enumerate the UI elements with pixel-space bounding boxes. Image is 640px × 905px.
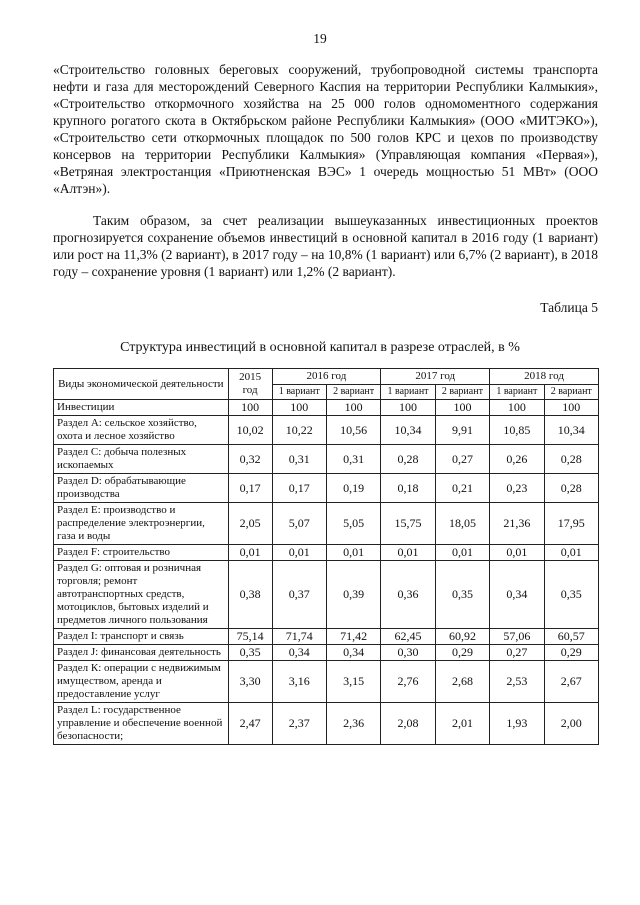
row-value: 0,01 xyxy=(272,545,326,561)
table-row xyxy=(54,629,599,645)
row-value: 0,34 xyxy=(272,645,326,661)
row-value: 0,01 xyxy=(228,545,272,561)
row-value: 2,01 xyxy=(435,703,489,745)
row-value: 2,68 xyxy=(435,661,489,703)
row-value: 5,05 xyxy=(326,503,380,545)
row-value: 0,35 xyxy=(544,561,598,629)
row-value: 2,53 xyxy=(490,661,544,703)
row-value: 0,27 xyxy=(435,445,489,474)
header-variant-2: 2 вариант xyxy=(435,385,489,400)
row-value: 0,28 xyxy=(544,474,598,503)
row-label: Раздел С: добыча полезных ископаемых xyxy=(54,445,229,474)
row-value: 0,31 xyxy=(272,445,326,474)
row-value: 0,26 xyxy=(490,445,544,474)
row-value: 0,28 xyxy=(381,445,435,474)
row-value: 0,01 xyxy=(326,545,380,561)
row-value: 2,67 xyxy=(544,661,598,703)
row-value: 71,42 xyxy=(326,629,380,645)
row-value: 0,38 xyxy=(228,561,272,629)
row-value: 2,08 xyxy=(381,703,435,745)
row-value: 100 xyxy=(381,400,435,416)
table-row xyxy=(54,545,599,561)
row-value: 9,91 xyxy=(435,416,489,445)
row-value: 60,57 xyxy=(544,629,598,645)
table-row xyxy=(54,474,599,503)
row-value: 60,92 xyxy=(435,629,489,645)
row-value: 0,18 xyxy=(381,474,435,503)
row-value: 18,05 xyxy=(435,503,489,545)
row-value: 100 xyxy=(228,400,272,416)
row-value: 0,35 xyxy=(435,561,489,629)
row-value: 75,14 xyxy=(228,629,272,645)
header-variant-1: 1 вариант xyxy=(272,385,326,400)
row-value: 2,37 xyxy=(272,703,326,745)
row-value: 0,39 xyxy=(326,561,380,629)
row-value: 10,34 xyxy=(544,416,598,445)
row-value: 17,95 xyxy=(544,503,598,545)
row-label: Раздел G: оптовая и розничная торговля; ремонт автотранспортных средств, мотоциклов, бытовых изделий и предметов личного пользования xyxy=(54,561,229,629)
row-value: 57,06 xyxy=(490,629,544,645)
table-body xyxy=(54,400,599,745)
row-value: 71,74 xyxy=(272,629,326,645)
row-value: 0,01 xyxy=(544,545,598,561)
row-value: 100 xyxy=(435,400,489,416)
table-row xyxy=(54,400,599,416)
row-value: 0,29 xyxy=(544,645,598,661)
header-variant-2: 2 вариант xyxy=(544,385,598,400)
row-value: 2,36 xyxy=(326,703,380,745)
row-value: 15,75 xyxy=(381,503,435,545)
paragraph-forecast: Таким образом, за счет реализации вышеуказанных инвестиционных проектов прогнозируется сохранение объемов инвестиций в основной капитал в 2016 году (1 вариант) или рост на 11,3% (2 вариант), в 2017 году – на 10,8% (1 вариант) или 6,7% (2 вариант), в 2018 году – сохранение уровня (1 вариант) или 1,2% (2 вариант). xyxy=(53,213,598,279)
row-value: 10,56 xyxy=(326,416,380,445)
row-value: 0,32 xyxy=(228,445,272,474)
row-value: 0,27 xyxy=(490,645,544,661)
row-label: Раздел D: обрабатывающие производства xyxy=(54,474,229,503)
header-2015: 2015 год xyxy=(228,369,272,400)
row-value: 0,28 xyxy=(544,445,598,474)
row-value: 0,30 xyxy=(381,645,435,661)
row-value: 2,76 xyxy=(381,661,435,703)
row-value: 0,17 xyxy=(272,474,326,503)
row-label: Раздел А: сельское хозяйство, охота и лесное хозяйство xyxy=(54,416,229,445)
row-value: 0,34 xyxy=(490,561,544,629)
row-value: 0,21 xyxy=(435,474,489,503)
investment-structure-table xyxy=(53,368,599,745)
row-value: 2,00 xyxy=(544,703,598,745)
row-value: 0,01 xyxy=(490,545,544,561)
table-row xyxy=(54,416,599,445)
row-value: 0,35 xyxy=(228,645,272,661)
row-value: 62,45 xyxy=(381,629,435,645)
header-activity-kind: Виды экономической деятельности xyxy=(54,369,229,400)
row-label: Раздел I: транспорт и связь xyxy=(54,629,229,645)
header-variant-2: 2 вариант xyxy=(326,385,380,400)
row-value: 0,29 xyxy=(435,645,489,661)
row-value: 0,01 xyxy=(435,545,489,561)
row-value: 0,17 xyxy=(228,474,272,503)
page-number: 19 xyxy=(313,31,327,46)
table-label: Таблица 5 xyxy=(540,300,598,315)
row-value: 100 xyxy=(326,400,380,416)
table-title: Структура инвестиций в основной капитал в разрезе отраслей, в % xyxy=(120,340,520,355)
header-2018: 2018 год xyxy=(490,369,599,385)
row-value: 0,34 xyxy=(326,645,380,661)
paragraph-projects: «Строительство головных береговых сооружений, трубопроводной системы транспорта нефти и газа для месторождений Северного Каспия на территории Республики Калмыкия», «Строительство откормочного хозяйства на 25 000 голов одномоментного содержания крупного рогатого скота в Октябрьском районе Республики Калмыкия» (ООО «МИТЭКО»), «Строительство сети откормочных площадок по 500 голов КРС и цехов по производству консервов на территории Республики Калмыкия» (Управляющая компания «Первая»), «Ветряная электростанция «Приютненская ВЭС» 1 очередь мощностью 51 МВт» (ООО «Алтэн»). xyxy=(53,62,598,196)
table-row xyxy=(54,703,599,745)
row-value: 0,31 xyxy=(326,445,380,474)
header-variant-1: 1 вариант xyxy=(490,385,544,400)
row-label: Раздел J: финансовая деятельность xyxy=(54,645,229,661)
row-label: Раздел К: операции с недвижимым имуществом, аренда и предоставление услуг xyxy=(54,661,229,703)
row-value: 0,37 xyxy=(272,561,326,629)
row-value: 100 xyxy=(490,400,544,416)
table-row xyxy=(54,645,599,661)
row-value: 10,22 xyxy=(272,416,326,445)
row-value: 10,85 xyxy=(490,416,544,445)
row-value: 0,19 xyxy=(326,474,380,503)
table-row xyxy=(54,503,599,545)
row-value: 2,05 xyxy=(228,503,272,545)
table-row xyxy=(54,445,599,474)
row-value: 0,23 xyxy=(490,474,544,503)
table-row xyxy=(54,661,599,703)
row-label: Раздел L: государственное управление и обеспечение военной безопасности; xyxy=(54,703,229,745)
row-value: 3,30 xyxy=(228,661,272,703)
row-value: 0,36 xyxy=(381,561,435,629)
row-value: 10,34 xyxy=(381,416,435,445)
table-row xyxy=(54,561,599,629)
row-value: 1,93 xyxy=(490,703,544,745)
header-variant-1: 1 вариант xyxy=(381,385,435,400)
row-label: Инвестиции xyxy=(54,400,229,416)
row-value: 21,36 xyxy=(490,503,544,545)
row-label: Раздел F: строительство xyxy=(54,545,229,561)
row-value: 10,02 xyxy=(228,416,272,445)
row-label: Раздел Е: производство и распределение электроэнергии, газа и воды xyxy=(54,503,229,545)
header-2017: 2017 год xyxy=(381,369,490,385)
row-value: 5,07 xyxy=(272,503,326,545)
header-2016: 2016 год xyxy=(272,369,381,385)
row-value: 2,47 xyxy=(228,703,272,745)
row-value: 100 xyxy=(544,400,598,416)
row-value: 0,01 xyxy=(381,545,435,561)
row-value: 3,16 xyxy=(272,661,326,703)
row-value: 100 xyxy=(272,400,326,416)
row-value: 3,15 xyxy=(326,661,380,703)
